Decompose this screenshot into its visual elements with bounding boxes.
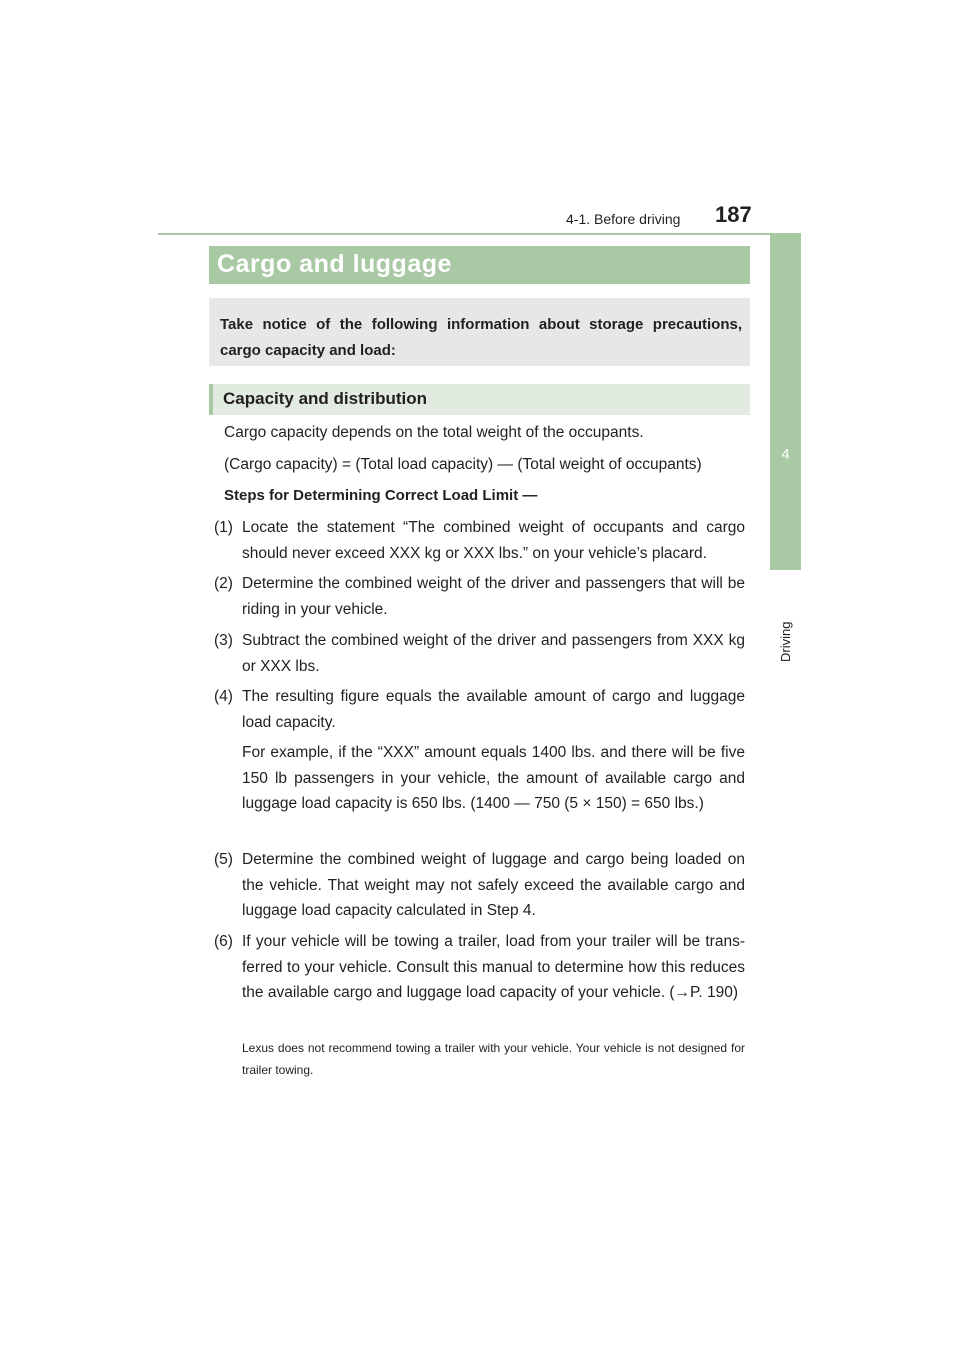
step-text: Determine the combined weight of the driver and passengers that will be riding in your vehicle. — [242, 575, 745, 618]
chapter-tab-label: Driving — [778, 621, 793, 663]
chapter-tab-number: 4 — [781, 446, 790, 463]
step-item — [214, 847, 745, 924]
example-paragraph: For example, if the “XXX” amount equals 1400 lbs. and there will be five 150 lb passengers in your vehicle, the amount of available cargo and luggage load capacity is 650 lbs. (1400 — 750 (5 × 150) = 650 lbs.) — [242, 744, 745, 812]
step-item — [214, 571, 745, 622]
intro-box — [209, 298, 750, 366]
step-text: Determine the combined weight of luggage and cargo being loaded on the vehicle. That weight may not safely exceed the available cargo and luggage load capacity calculated in Step 4. — [242, 851, 745, 919]
title-bar — [209, 246, 750, 284]
steps-heading: Steps for Determining Correct Load Limit — — [224, 487, 538, 504]
step-number: (5) — [214, 851, 233, 868]
step-number: (4) — [214, 688, 233, 705]
paragraph-formula: (Cargo capacity) = (Total load capacity) — (Total weight of occupants) — [224, 456, 702, 473]
step-text: Locate the statement “The combined weight of occupants and cargo should never exceed XXX kg or XXX lbs.” on your vehicle’s placard. — [242, 519, 745, 562]
step-text: If your vehicle will be towing a trailer, load from your trailer will be trans-ferred to your vehicle. Consult this manual to determine how this reduces the available cargo and luggage load capacity of your vehicle. (→P. 190) — [242, 933, 745, 1001]
step-number: (2) — [214, 575, 233, 592]
step-text: Subtract the combined weight of the driver and passengers from XXX kg or XXX lbs. — [242, 632, 745, 675]
page-title: Cargo and luggage — [217, 250, 452, 278]
towing-note: Lexus does not recommend towing a trailer with your vehicle. Your vehicle is not designed for trailer towing. — [242, 1041, 745, 1077]
subsection-bar — [209, 384, 750, 415]
step-number: (1) — [214, 519, 233, 536]
section-label: 4-1. Before driving — [566, 211, 681, 227]
page-number: 187 — [715, 202, 752, 227]
intro-text: Take notice of the following information about storage precautions, cargo capacity and load: — [220, 316, 742, 359]
step-number: (6) — [214, 933, 233, 950]
step-item — [214, 628, 745, 679]
step-number: (3) — [214, 632, 233, 649]
header-rule — [158, 233, 801, 235]
subsection-accent — [209, 384, 213, 415]
step-item — [214, 929, 745, 1006]
step-text: The resulting figure equals the available amount of cargo and luggage load capacity. — [242, 688, 745, 731]
subsection-title: Capacity and distribution — [223, 389, 428, 408]
step-item — [214, 684, 745, 735]
chapter-tab — [770, 235, 801, 570]
paragraph-cargo-capacity: Cargo capacity depends on the total weight of the occupants. — [224, 424, 644, 441]
step-item — [214, 515, 745, 566]
